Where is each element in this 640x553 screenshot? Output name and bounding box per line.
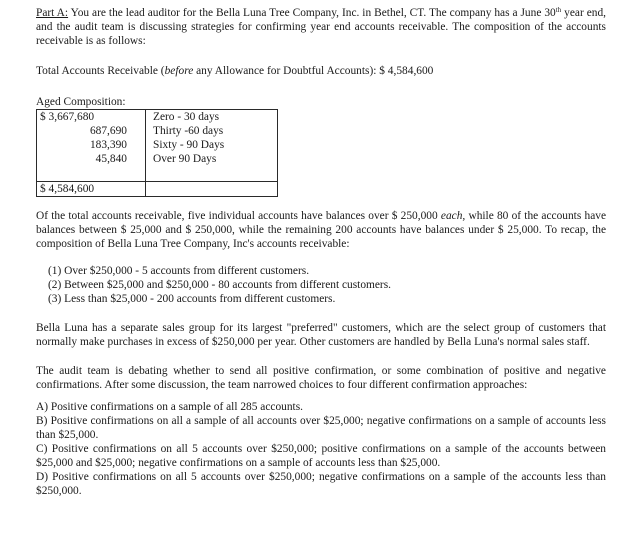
total-ar-line: [36, 64, 606, 78]
aged-amount: 687,690: [37, 124, 146, 138]
table-row-spacer: [37, 166, 278, 182]
debate-paragraph: The audit team is debating whether to send all positive confirmation, or some combination of positive and negative confirmations. After some discussion, the team narrowed choices to four different confirmation approaches:: [36, 365, 606, 391]
aged-amount: 183,390: [37, 138, 146, 152]
document-page: [36, 6, 606, 498]
recap-paragraph: [36, 209, 606, 251]
table-row: [37, 110, 278, 125]
intro-paragraph: [36, 6, 606, 48]
intro-text: You are the lead auditor for the Bella Luna Tree Company, Inc. in Bethel, CT. The company has a June 30: [68, 7, 556, 19]
composition-list: [36, 264, 606, 306]
total-ar-suffix: any Allowance for Doubtful Accounts): $ 4,584,600: [193, 65, 434, 77]
list-item: (3) Less than $25,000 - 200 accounts from different customers.: [48, 293, 336, 305]
list-item: D) Positive confirmations on all 5 accounts over $250,000; negative confirmations on a sample of the accounts less than $250,000.: [36, 471, 606, 497]
table-row-total: [37, 182, 278, 197]
aged-amount: 45,840: [37, 152, 146, 166]
choices-list: [36, 400, 606, 498]
aged-range: Sixty - 90 Days: [146, 138, 278, 152]
list-item: C) Positive confirmations on all 5 accounts over $250,000; positive confirmations on a sample of the accounts between $25,000 and $25,000; negative confirmations on a sample of accounts less than $25,000.: [36, 443, 606, 469]
intro-text-end: year end, and the audit team is discussing strategies for confirming year end accounts receivable. The composition of the accounts receivable is as follows:: [36, 7, 606, 47]
aged-table: [36, 109, 278, 197]
list-item: (1) Over $250,000 - 5 accounts from different customers.: [48, 265, 310, 277]
aged-range: Over 90 Days: [146, 152, 278, 166]
list-item: B) Positive confirmations on all a sample of all accounts over $25,000; negative confirmations on a sample of accounts less than $25,000.: [36, 415, 606, 441]
aged-range: Thirty -60 days: [146, 124, 278, 138]
table-row: [37, 152, 278, 166]
aged-total: $ 4,584,600: [37, 182, 146, 197]
table-row: [37, 138, 278, 152]
aged-range: Zero - 30 days: [146, 110, 278, 125]
recap-text-1: Of the total accounts receivable, five individual accounts have balances over $ 250,000: [36, 210, 441, 222]
intro-sup: th: [555, 6, 562, 14]
part-a-label: Part A:: [36, 7, 69, 19]
preferred-paragraph: Bella Luna has a separate sales group for its largest "preferred" customers, which are the select group of customers that normally make purchases in excess of $250,000 per year. Other customers are handled by Bella Luna's normal sales staff.: [36, 322, 606, 348]
recap-text-2: while 80 of the accounts have balances between $ 25,000 and $ 250,000, while the remaining 200 accounts have balances under $ 25,000. To recap, the composition of Bella Luna Tree Company, Inc's accounts receivable:: [36, 210, 606, 250]
aged-amount: $ 3,667,680: [37, 110, 146, 125]
total-ar-em: before: [164, 65, 194, 77]
table-row: [37, 124, 278, 138]
list-item: (2) Between $25,000 and $250,000 - 80 accounts from different customers.: [48, 279, 392, 291]
aged-heading: Aged Composition:: [36, 96, 126, 108]
list-item: A) Positive confirmations on a sample of all 285 accounts.: [36, 401, 303, 413]
recap-em: each,: [440, 210, 466, 222]
total-ar-prefix: Total Accounts Receivable (: [36, 65, 165, 77]
